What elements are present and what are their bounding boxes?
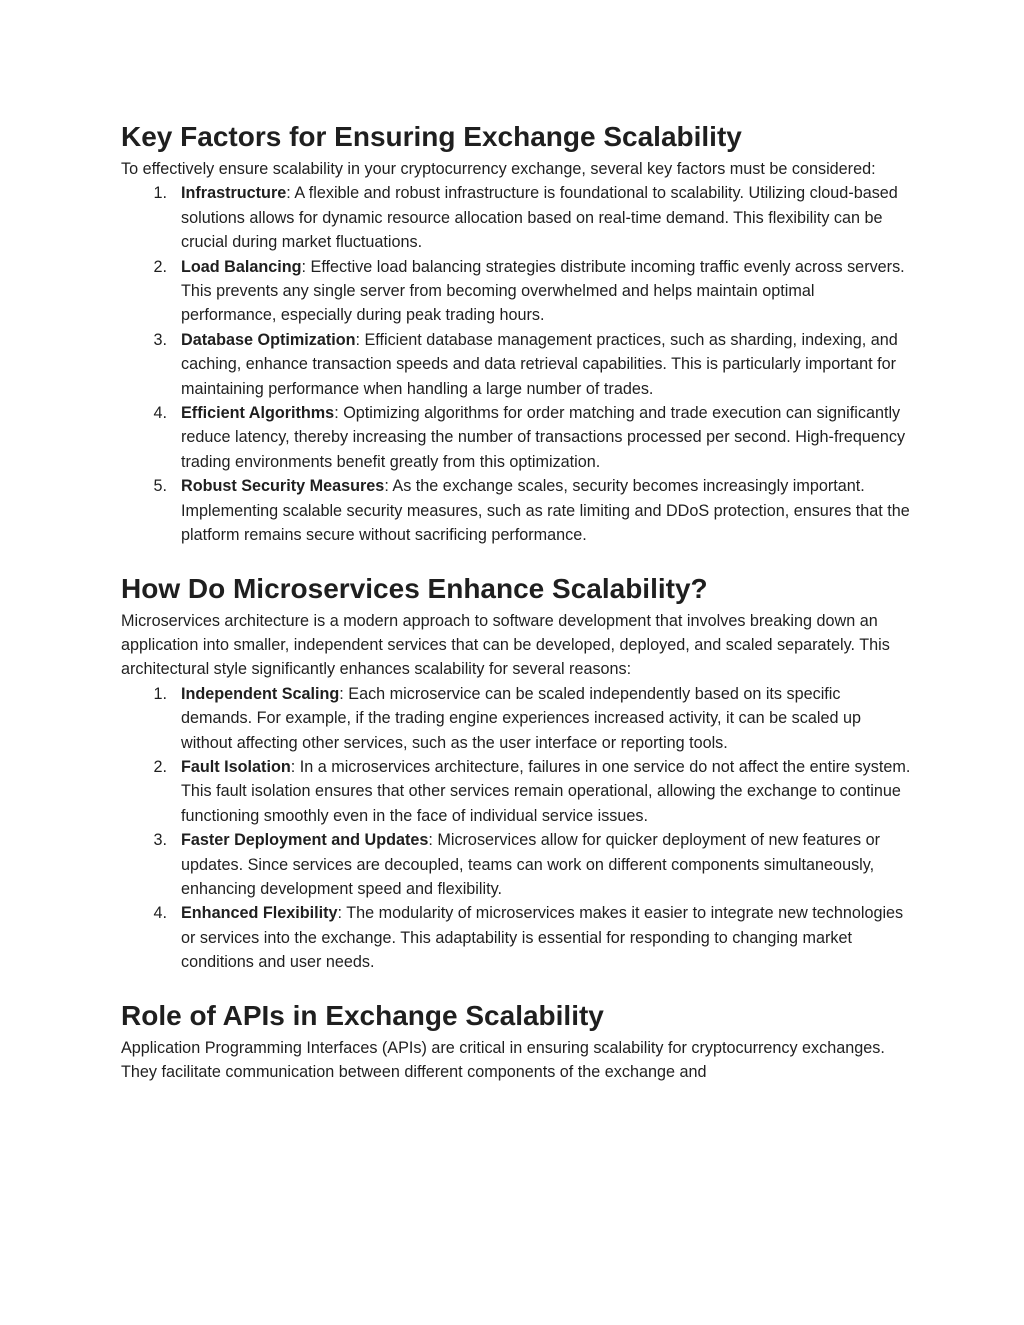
- list-item: [121, 401, 911, 474]
- list-number: 2.: [153, 757, 167, 776]
- list-item-term: Database Optimization: [181, 330, 356, 349]
- list-number: 3.: [153, 831, 167, 850]
- list-item: [121, 328, 911, 401]
- list-number: 1.: [153, 184, 167, 203]
- numbered-list: [121, 181, 911, 547]
- section-heading: Key Factors for Ensuring Exchange Scalability: [121, 121, 742, 152]
- section-heading: Role of APIs in Exchange Scalability: [121, 999, 604, 1031]
- section-apis: [121, 996, 911, 1085]
- list-item: [121, 755, 911, 828]
- list-item-term: Fault Isolation: [181, 757, 291, 776]
- list-item-text: : In a microservices architecture, failures in one service do not affect the entire system. This fault isolation ensures that other services remain operational, allowing the exchange to continue functioning smoothly even in the face of individual service issues.: [181, 757, 911, 825]
- list-item-text: : Microservices allow for quicker deployment of new features or updates. Since services are decoupled, teams can work on different components simultaneously, enhancing development speed and flexibility.: [181, 831, 881, 898]
- list-item: [121, 828, 911, 901]
- list-item-text: : A flexible and robust infrastructure is foundational to scalability. Utilizing cloud-based solutions allows for dynamic resource allocation based on real-time demand. This flexibility can be crucial during market fluctuations.: [181, 184, 898, 252]
- list-item-term: Robust Security Measures: [181, 477, 385, 496]
- list-number: 4.: [153, 404, 167, 423]
- list-item-text: : The modularity of microservices makes it easier to integrate new technologies or services into the exchange. This adaptability is essential for responding to changing market conditions and user needs.: [181, 904, 904, 972]
- list-number: 4.: [153, 904, 167, 923]
- list-number: 5.: [153, 477, 167, 496]
- list-item: [121, 181, 911, 254]
- section-intro: To effectively ensure scalability in your cryptocurrency exchange, several key factors must be considered:: [121, 160, 876, 178]
- list-item-text: : Optimizing algorithms for order matching and trade execution can significantly reduce latency, thereby increasing the number of transactions processed per second. High-frequency trading environments benefit greatly from this optimization.: [181, 404, 906, 471]
- list-item-term: Infrastructure: [181, 184, 287, 203]
- list-number: 1.: [153, 684, 167, 703]
- list-item: [121, 682, 911, 755]
- document-page: [121, 117, 911, 1084]
- list-item: [121, 255, 911, 328]
- section-intro: Microservices architecture is a modern approach to software development that involves breaking down an application into smaller, independent services that can be developed, deployed, and scaled separately. This architectural style significantly enhances scalability for several reasons:: [121, 611, 890, 679]
- list-item: [121, 474, 911, 547]
- list-item-text: : As the exchange scales, security becomes increasingly important. Implementing scalable security measures, such as rate limiting and DDoS protection, ensures that the platform remains secure without sacrificing performance.: [181, 477, 910, 545]
- list-item-term: Load Balancing: [181, 257, 302, 276]
- list-item-term: Efficient Algorithms: [181, 404, 335, 423]
- list-number: 2.: [153, 257, 167, 276]
- list-item-text: : Efficient database management practices, such as sharding, indexing, and caching, enhance transaction speeds and data retrieval capabilities. This is particularly important for maintaining performance when handling a large number of trades.: [181, 330, 898, 398]
- list-item-text: : Effective load balancing strategies distribute incoming traffic evenly across servers. This prevents any single server from becoming overwhelmed and helps maintain optimal performance, especially during peak trading hours.: [181, 257, 905, 325]
- list-item-term: Independent Scaling: [181, 684, 340, 703]
- section-microservices: [121, 569, 911, 975]
- list-item-term: Enhanced Flexibility: [181, 904, 338, 923]
- list-item: [121, 901, 911, 974]
- list-number: 3.: [153, 330, 167, 349]
- list-item-term: Faster Deployment and Updates: [181, 831, 429, 850]
- section-intro: Application Programming Interfaces (APIs) are critical in ensuring scalability for cryptocurrency exchanges. They facilitate communication between different components of the exchange and: [121, 1038, 885, 1081]
- section-heading: How Do Microservices Enhance Scalability?: [121, 572, 708, 604]
- numbered-list: [121, 682, 911, 975]
- list-item-text: : Each microservice can be scaled independently based on its specific demands. For example, if the trading engine experiences increased activity, it can be scaled up without affecting other services, such as the user interface or reporting tools.: [181, 684, 861, 752]
- section-key-factors: [121, 117, 911, 548]
